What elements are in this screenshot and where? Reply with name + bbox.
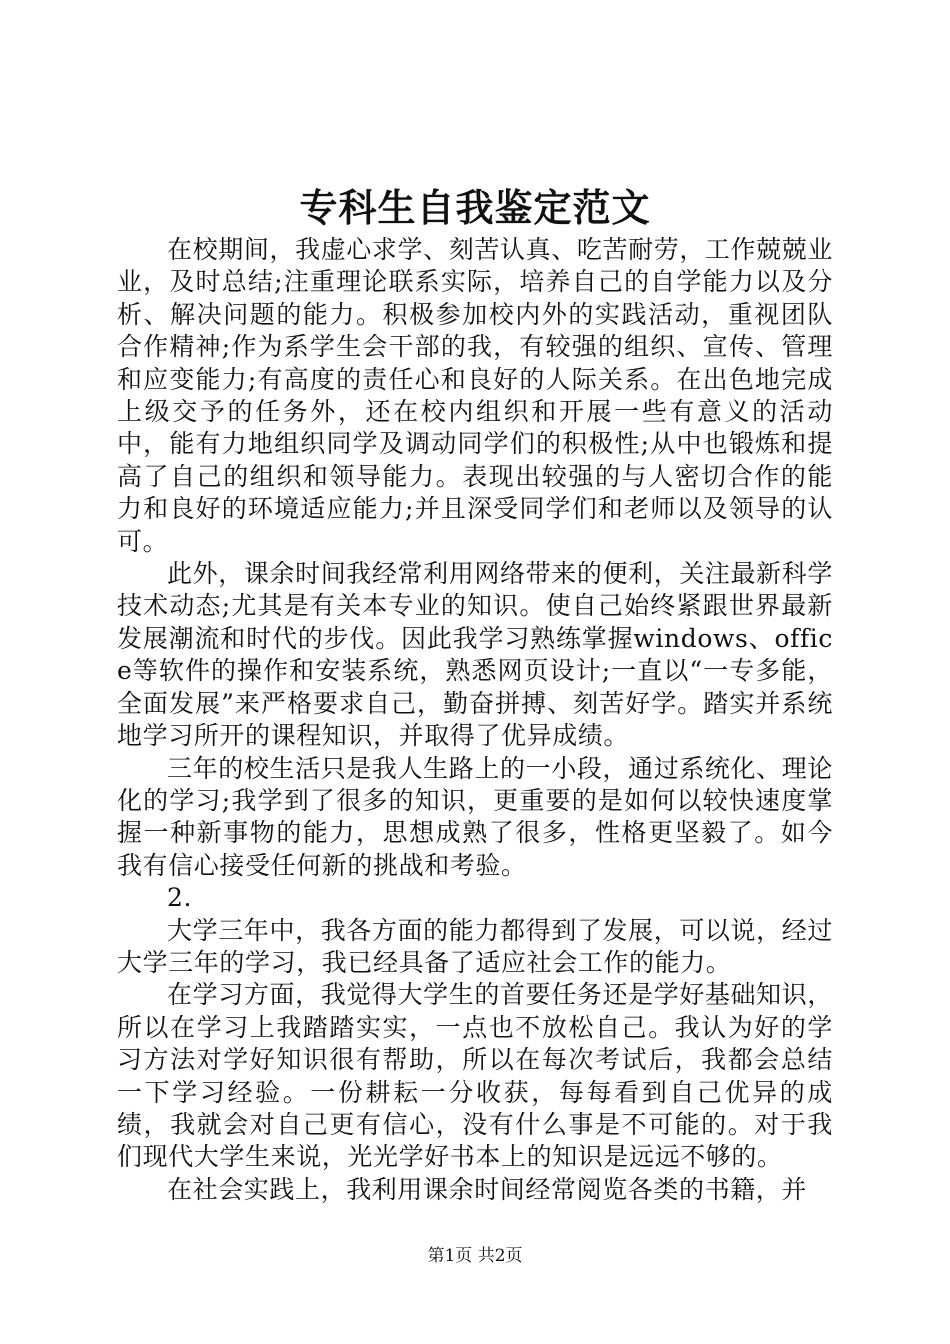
paragraph-1: 在校期间，我虚心求学、刻苦认真、吃苦耐劳，工作兢兢业业，及时总结;注重理论联系实际，培养自己的自学能力以及分析、解决问题的能力。积极参加校内外的实践活动，重视团队合作精神;作为系学生会干部的我，有较强的组织、宣传、管理和应变能力;有高度的责任心和良好的人际关系。在出色地完成上级交予的任务外，还在校内组织和开展一些有意义的活动中，能有力地组织同学及调动同学们的积极性;从中也锻炼和提高了自己的组织和领导能力。表现出较强的与人密切合作的能力和良好的环境适应能力;并且深受同学们和老师以及领导的认可。 [117,235,833,556]
section-number: 2. [167,883,193,913]
paragraph-6: 在社会实践上，我利用课余时间经常阅览各类的书籍，并 [167,1174,808,1204]
paragraph-5: 在学习方面，我觉得大学生的首要任务还是学好基础知识，所以在学习上我踏踏实实，一点也不放松自己。我认为好的学习方法对学好知识很有帮助，所以在每次考试后，我都会总结一下学习经验。一份耕耘一分收获，每每看到自己优异的成绩，我就会对自己更有信心，没有什么事是不可能的。对于我们现代大学生来说，光光学好书本上的知识是远远不够的。 [117,980,833,1172]
paragraph-4: 大学三年中，我各方面的能力都得到了发展，可以说，经过大学三年的学习，我已经具备了适应社会工作的能力。 [117,915,833,977]
paragraph-2: 此外，课余时间我经常利用网络带来的便利，关注最新科学技术动态;尤其是有关本专业的知识。使自己始终紧跟世界最新发展潮流和时代的步伐。因此我学习熟练掌握windows、office等软件的操作和安装系统，熟悉网页设计;一直以“一专多能，全面发展”来严格要求自己，勤奋拼搏、刻苦好学。踏实并系统地学习所开的课程知识，并取得了优异成绩。 [117,559,833,751]
paragraph-3: 三年的校生活只是我人生路上的一小段，通过系统化、理论化的学习;我学到了很多的知识，更重要的是如何以较快速度掌握一种新事物的能力，思想成熟了很多，性格更坚毅了。如今我有信心接受任何新的挑战和考验。 [117,753,833,880]
page-footer: 第1页 共2页 [427,1246,523,1266]
document-title: 专科生自我鉴定范文 [299,185,651,230]
document-body [117,234,833,1206]
